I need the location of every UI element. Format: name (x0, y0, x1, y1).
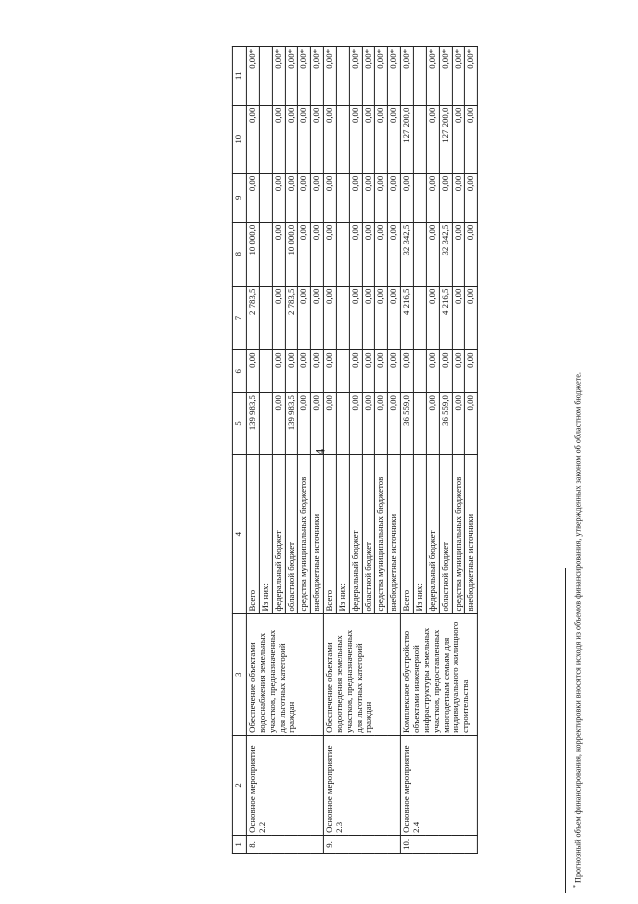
funding-source: областной бюджет (285, 454, 298, 614)
funding-source: областной бюджет (362, 454, 375, 614)
value-cell-v6: 0,00 (375, 350, 388, 393)
value-cell-v11 (259, 47, 272, 106)
funding-source: средства муниципальных бюджетов (298, 454, 311, 614)
value-cell-v10: 0,00 (285, 105, 298, 173)
value-cell-v7: 0,00 (298, 286, 311, 350)
value-cell-v8: 0,00 (349, 222, 362, 286)
value-cell-v9: 0,00 (465, 173, 478, 222)
value-cell-v10: 0,00 (311, 105, 324, 173)
funding-source: федеральный бюджет (272, 454, 285, 614)
funding-source: Из них: (336, 454, 349, 614)
row-number: 8. (246, 835, 323, 853)
value-cell-v10 (413, 105, 426, 173)
activity-name: Основное мероприятие 2.3 (323, 735, 400, 835)
column-number-header: 10 (232, 105, 246, 173)
value-cell-v8: 0,00 (388, 222, 401, 286)
value-cell-v11: 0,00* (452, 47, 465, 106)
value-cell-v9: 0,00 (323, 173, 336, 222)
value-cell-v7 (336, 286, 349, 350)
value-cell-v9: 0,00 (388, 173, 401, 222)
value-cell-v9: 0,00 (401, 173, 414, 222)
column-number-header: 9 (232, 173, 246, 222)
value-cell-v10 (336, 105, 349, 173)
value-cell-v6: 0,00 (362, 350, 375, 393)
value-cell-v5: 0,00 (311, 393, 324, 455)
value-cell-v9: 0,00 (349, 173, 362, 222)
value-cell-v9: 0,00 (272, 173, 285, 222)
value-cell-v6: 0,00 (298, 350, 311, 393)
column-number-header: 1 (232, 835, 246, 853)
value-cell-v6: 0,00 (246, 350, 259, 393)
value-cell-v10 (259, 105, 272, 173)
value-cell-v8: 0,00 (311, 222, 324, 286)
funding-source: средства муниципальных бюджетов (375, 454, 388, 614)
column-number-header: 11 (232, 47, 246, 106)
funding-source: Всего (401, 454, 414, 614)
value-cell-v8: 32 342,5 (401, 222, 414, 286)
value-cell-v11: 0,00* (426, 47, 439, 106)
funding-source: Из них: (413, 454, 426, 614)
column-number-row (232, 47, 246, 854)
value-cell-v11 (336, 47, 349, 106)
value-cell-v6: 0,00 (426, 350, 439, 393)
column-number-header: 4 (232, 454, 246, 614)
value-cell-v7: 0,00 (272, 286, 285, 350)
value-cell-v7: 0,00 (311, 286, 324, 350)
value-cell-v6: 0,00 (401, 350, 414, 393)
funding-source: федеральный бюджет (426, 454, 439, 614)
value-cell-v6 (413, 350, 426, 393)
value-cell-v9: 0,00 (426, 173, 439, 222)
value-cell-v7: 2 783,5 (285, 286, 298, 350)
value-cell-v10: 0,00 (246, 105, 259, 173)
value-cell-v5: 0,00 (349, 393, 362, 455)
value-cell-v10: 127 200,0 (439, 105, 452, 173)
column-number-header: 6 (232, 350, 246, 393)
value-cell-v10: 0,00 (452, 105, 465, 173)
value-cell-v7: 0,00 (362, 286, 375, 350)
value-cell-v5: 36 559,0 (439, 393, 452, 455)
value-cell-v9: 0,00 (452, 173, 465, 222)
value-cell-v10: 0,00 (426, 105, 439, 173)
value-cell-v5: 0,00 (375, 393, 388, 455)
rotated-page-content (232, 46, 478, 854)
value-cell-v11: 0,00* (439, 47, 452, 106)
value-cell-v6: 0,00 (272, 350, 285, 393)
value-cell-v10: 0,00 (323, 105, 336, 173)
value-cell-v8 (336, 222, 349, 286)
activity-name: Основное мероприятие 2.4 (401, 735, 478, 835)
value-cell-v5: 139 983,5 (246, 393, 259, 455)
value-cell-v11: 0,00* (272, 47, 285, 106)
value-cell-v11: 0,00* (349, 47, 362, 106)
value-cell-v10: 127 200,0 (401, 105, 414, 173)
value-cell-v10: 0,00 (388, 105, 401, 173)
row-number: 9. (323, 835, 400, 853)
value-cell-v8: 0,00 (298, 222, 311, 286)
value-cell-v5: 139 983,5 (285, 393, 298, 455)
value-cell-v10: 0,00 (272, 105, 285, 173)
value-cell-v6: 0,00 (285, 350, 298, 393)
footnote-text: Прогнозный объем финансирования, корректировки вносятся исходя из объемов финансирования, утвержденных законом об областном бюджете. (573, 372, 583, 883)
page-number: 4 (312, 448, 328, 456)
column-number-header: 8 (232, 222, 246, 286)
footnote (573, 148, 583, 888)
funding-source: внебюджетные источники (465, 454, 478, 614)
value-cell-v7: 4 216,5 (401, 286, 414, 350)
column-number-header: 3 (232, 614, 246, 735)
value-cell-v11: 0,00* (401, 47, 414, 106)
value-cell-v9: 0,00 (375, 173, 388, 222)
table-row (401, 47, 414, 854)
value-cell-v9: 0,00 (285, 173, 298, 222)
value-cell-v11: 0,00* (375, 47, 388, 106)
activity-description: Обеспечение объектами водоотведения земельных участков, предназначенных для льготных категорий граждан (323, 614, 400, 735)
value-cell-v11 (413, 47, 426, 106)
value-cell-v8: 10 000,0 (246, 222, 259, 286)
funding-source: Всего (246, 454, 259, 614)
funding-source: Всего (323, 454, 336, 614)
column-number-header: 2 (232, 735, 246, 835)
value-cell-v9 (413, 173, 426, 222)
funding-source: средства муниципальных бюджетов (452, 454, 465, 614)
value-cell-v5: 0,00 (323, 393, 336, 455)
value-cell-v7 (413, 286, 426, 350)
value-cell-v5: 0,00 (388, 393, 401, 455)
value-cell-v6: 0,00 (323, 350, 336, 393)
value-cell-v9: 0,00 (439, 173, 452, 222)
value-cell-v9: 0,00 (298, 173, 311, 222)
table-row (246, 47, 259, 854)
value-cell-v5: 0,00 (272, 393, 285, 455)
value-cell-v11: 0,00* (465, 47, 478, 106)
value-cell-v8: 0,00 (323, 222, 336, 286)
value-cell-v8 (413, 222, 426, 286)
funding-source: внебюджетные источники (388, 454, 401, 614)
value-cell-v10: 0,00 (349, 105, 362, 173)
value-cell-v7: 2 783,5 (246, 286, 259, 350)
financing-table (232, 46, 478, 854)
value-cell-v5: 0,00 (426, 393, 439, 455)
value-cell-v7: 0,00 (426, 286, 439, 350)
value-cell-v9 (336, 173, 349, 222)
value-cell-v10: 0,00 (298, 105, 311, 173)
value-cell-v7: 0,00 (375, 286, 388, 350)
value-cell-v7: 0,00 (465, 286, 478, 350)
funding-source: Из них: (259, 454, 272, 614)
value-cell-v6: 0,00 (311, 350, 324, 393)
value-cell-v8: 0,00 (375, 222, 388, 286)
value-cell-v7 (259, 286, 272, 350)
activity-description: Комплексное обустройство объектами инженерной инфраструктуры земельных участков, предоставленных многодетным семьям для индивидуального жилищного строительства (401, 614, 478, 735)
value-cell-v11: 0,00* (323, 47, 336, 106)
value-cell-v9: 0,00 (311, 173, 324, 222)
value-cell-v9: 0,00 (246, 173, 259, 222)
value-cell-v5: 0,00 (362, 393, 375, 455)
table-row (323, 47, 336, 854)
value-cell-v10: 0,00 (465, 105, 478, 173)
value-cell-v7: 0,00 (388, 286, 401, 350)
value-cell-v5: 0,00 (298, 393, 311, 455)
value-cell-v5 (259, 393, 272, 455)
value-cell-v8 (259, 222, 272, 286)
activity-name: Основное мероприятие 2.2 (246, 735, 323, 835)
value-cell-v7: 0,00 (452, 286, 465, 350)
column-number-header: 7 (232, 286, 246, 350)
value-cell-v8: 10 000,0 (285, 222, 298, 286)
value-cell-v6 (336, 350, 349, 393)
value-cell-v8: 0,00 (465, 222, 478, 286)
value-cell-v7: 4 216,5 (439, 286, 452, 350)
value-cell-v11: 0,00* (285, 47, 298, 106)
column-number-header: 5 (232, 393, 246, 455)
value-cell-v7: 0,00 (349, 286, 362, 350)
value-cell-v11: 0,00* (388, 47, 401, 106)
value-cell-v10: 0,00 (362, 105, 375, 173)
value-cell-v11: 0,00* (298, 47, 311, 106)
value-cell-v11: 0,00* (362, 47, 375, 106)
value-cell-v5: 0,00 (465, 393, 478, 455)
value-cell-v7: 0,00 (323, 286, 336, 350)
row-number: 10. (401, 835, 478, 853)
value-cell-v6: 0,00 (452, 350, 465, 393)
value-cell-v5 (336, 393, 349, 455)
value-cell-v11: 0,00* (246, 47, 259, 106)
activity-description: Обеспечение объектами водоснабжения земельных участков, предназначенных для льготных категорий граждан (246, 614, 323, 735)
footnote-divider (565, 568, 566, 893)
value-cell-v8: 0,00 (426, 222, 439, 286)
value-cell-v8: 0,00 (362, 222, 375, 286)
value-cell-v6 (259, 350, 272, 393)
value-cell-v6: 0,00 (465, 350, 478, 393)
funding-source: областной бюджет (439, 454, 452, 614)
value-cell-v9 (259, 173, 272, 222)
value-cell-v5 (413, 393, 426, 455)
value-cell-v8: 0,00 (452, 222, 465, 286)
funding-source: федеральный бюджет (349, 454, 362, 614)
footnote-marker: * (573, 885, 579, 888)
funding-source: внебюджетные источники (311, 454, 324, 614)
value-cell-v6: 0,00 (388, 350, 401, 393)
value-cell-v8: 0,00 (272, 222, 285, 286)
value-cell-v5: 36 559,0 (401, 393, 414, 455)
value-cell-v8: 32 342,5 (439, 222, 452, 286)
value-cell-v6: 0,00 (349, 350, 362, 393)
value-cell-v9: 0,00 (362, 173, 375, 222)
value-cell-v10: 0,00 (375, 105, 388, 173)
value-cell-v6: 0,00 (439, 350, 452, 393)
value-cell-v5: 0,00 (452, 393, 465, 455)
value-cell-v11: 0,00* (311, 47, 324, 106)
